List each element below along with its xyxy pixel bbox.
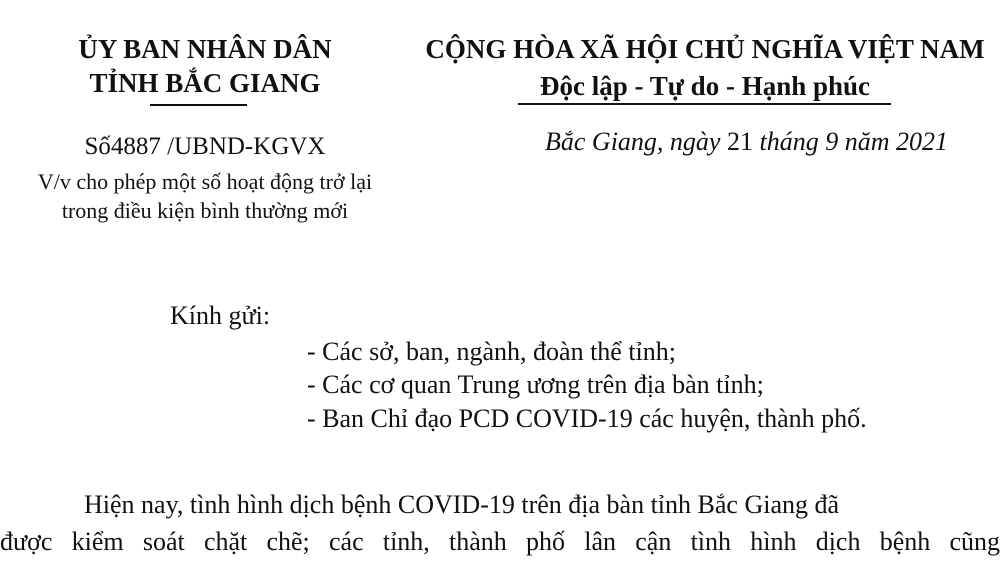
agency-name-line2: TỈNH BẮC GIANG bbox=[89, 68, 321, 98]
national-motto: Độc lập - Tự do - Hạnh phúc bbox=[539, 71, 871, 101]
motto-underline bbox=[518, 103, 891, 105]
recipient-item: - Các cơ quan Trung ương trên địa bàn tỉnh; bbox=[307, 370, 764, 399]
recipient-item: - Ban Chỉ đạo PCD COVID-19 các huyện, thành phố. bbox=[307, 404, 867, 433]
body-text-line1: Hiện nay, tình hình dịch bệnh COVID-19 trên địa bàn tỉnh Bắc Giang đã bbox=[84, 490, 840, 519]
recipient-item: - Các sở, ban, ngành, đoàn thể tỉnh; bbox=[307, 337, 677, 366]
agency-name-line1: ỦY BAN NHÂN DÂN bbox=[78, 34, 332, 64]
body-text-line2: được kiểm soát chặt chẽ; các tỉnh, thành phố lân cận tình hình dịch bệnh cũng bbox=[0, 527, 1000, 556]
agency-underline bbox=[150, 104, 247, 106]
place-date bbox=[545, 127, 948, 157]
national-title: CỘNG HÒA XÃ HỘI CHỦ NGHĨA VIỆT NAM bbox=[425, 34, 985, 64]
place-date-suffix: tháng 9 năm 2021 bbox=[759, 127, 948, 156]
document-subject-line1: V/v cho phép một số hoạt động trở lại bbox=[37, 169, 373, 194]
place-date-day: 21 bbox=[726, 127, 753, 156]
place-date-prefix: Bắc Giang, ngày bbox=[545, 127, 721, 156]
document-number: Số4887 /UBND-KGVX bbox=[84, 133, 326, 160]
document-subject-line2: trong điều kiện bình thường mới bbox=[61, 198, 349, 223]
recipient-label: Kính gửi: bbox=[170, 301, 271, 330]
